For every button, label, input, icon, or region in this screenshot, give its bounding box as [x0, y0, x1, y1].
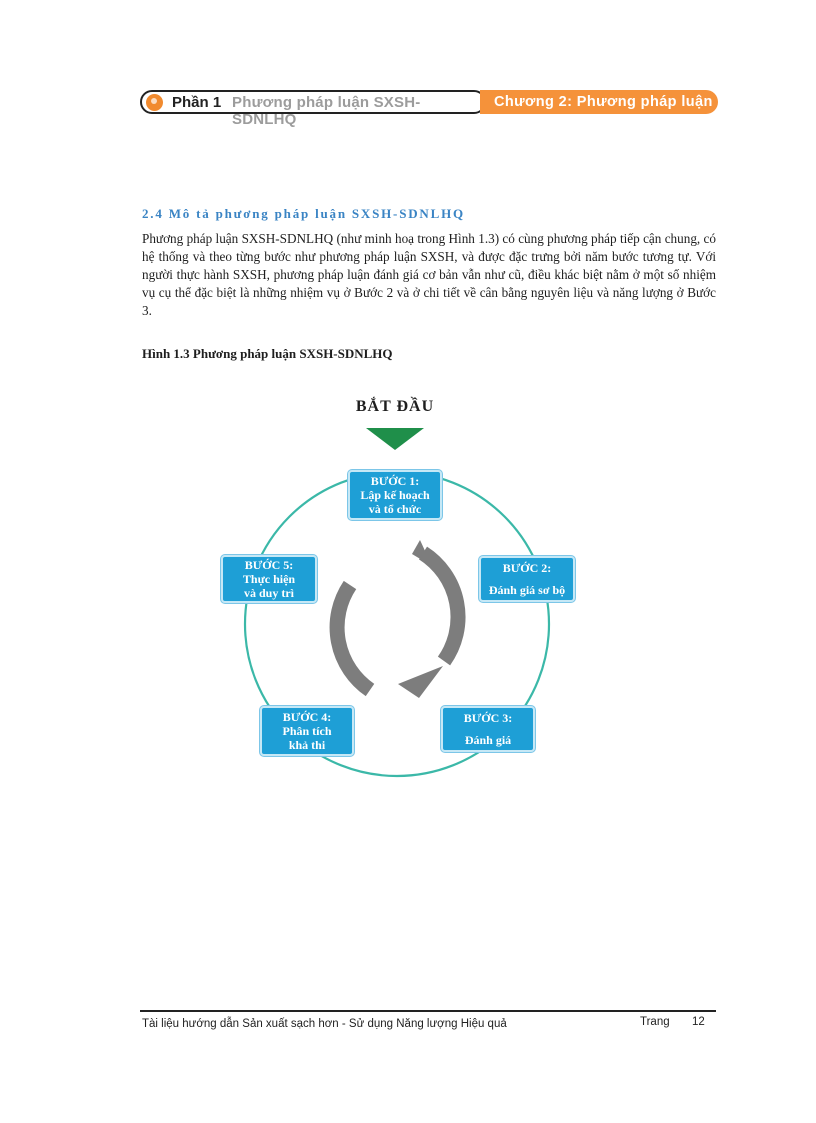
step-3-title: BƯỚC 3: [463, 711, 513, 725]
figure-caption: Hình 1.3 Phương pháp luận SXSH-SDNLHQ [142, 346, 393, 361]
step-4-title: BƯỚC 4: [282, 710, 332, 724]
step-3-line1: Đánh giá [464, 733, 512, 747]
step-4-line2: khả thi [288, 738, 326, 752]
step-5-title: BƯỚC 5: [244, 558, 294, 572]
step-4-line1: Phân tích [282, 724, 332, 738]
section-heading: 2.4 Mô tả phương pháp luận SXSH-SDNLHQ [142, 206, 465, 221]
cycle-arrow-right [423, 553, 458, 661]
step-2-title: BƯỚC 2: [502, 561, 552, 575]
chapter-title: Chương 2: Phương pháp luận [480, 90, 718, 114]
step-1-title: BƯỚC 1: [370, 474, 420, 488]
section-paragraph: Phương pháp luận SXSH-SDNLHQ (như minh hoạ trong Hình 1.3) có cùng phương pháp tiếp cận chung, có hệ thống và theo từng bước như phương pháp luận SXSH, và được đặc trưng bởi năm bước tương tự. Với người thực hành SXSH, phương pháp luận đánh giá cơ bản vẫn như cũ, điều khác biệt nằm ở một số nhiệm vụ cụ thể đặc biệt là những nhiệm vụ ở Bước 2 và ở chi tiết về cân bằng nguyên liệu và năng lượng ở Bước 3. [142, 231, 716, 318]
cycle-arrowhead-top [412, 540, 432, 566]
start-arrow-icon [366, 428, 424, 450]
step-1-box [348, 470, 442, 520]
step-3-box [441, 706, 535, 752]
step-2-box [479, 556, 575, 602]
bullet-icon [146, 94, 163, 111]
part-pill [140, 90, 486, 128]
footer-divider [140, 1010, 716, 1012]
step-2-spacer [481, 575, 573, 583]
cycle-arrow-left [337, 585, 370, 690]
step-4-box [260, 706, 354, 756]
header-banner [140, 90, 720, 128]
footer-document-title: Tài liệu hướng dẫn Sản xuất sạch hơn - Sử dụng Năng lượng Hiệu quả [142, 1018, 507, 1030]
step-1-line2: và tổ chức [368, 502, 422, 516]
footer-page-number: 12 [692, 1016, 705, 1028]
start-label: BẮT ĐẦU [355, 398, 435, 415]
step-1-line1: Lập kế hoạch [360, 488, 430, 502]
step-3-spacer [443, 725, 533, 733]
cycle-arrows-icon [337, 540, 458, 698]
step-5-box [221, 555, 317, 603]
step-5-line2: và duy trì [243, 586, 294, 600]
step-2-line1: Đánh giá sơ bộ [488, 583, 566, 597]
cycle-arrowhead-bottom [398, 666, 443, 698]
part-title: Phương pháp luận SXSH-SDNLHQ [232, 94, 421, 128]
footer-page-label: Trang [640, 1016, 670, 1028]
part-label: Phần 1 [172, 94, 222, 111]
step-5-line1: Thực hiện [242, 572, 296, 586]
